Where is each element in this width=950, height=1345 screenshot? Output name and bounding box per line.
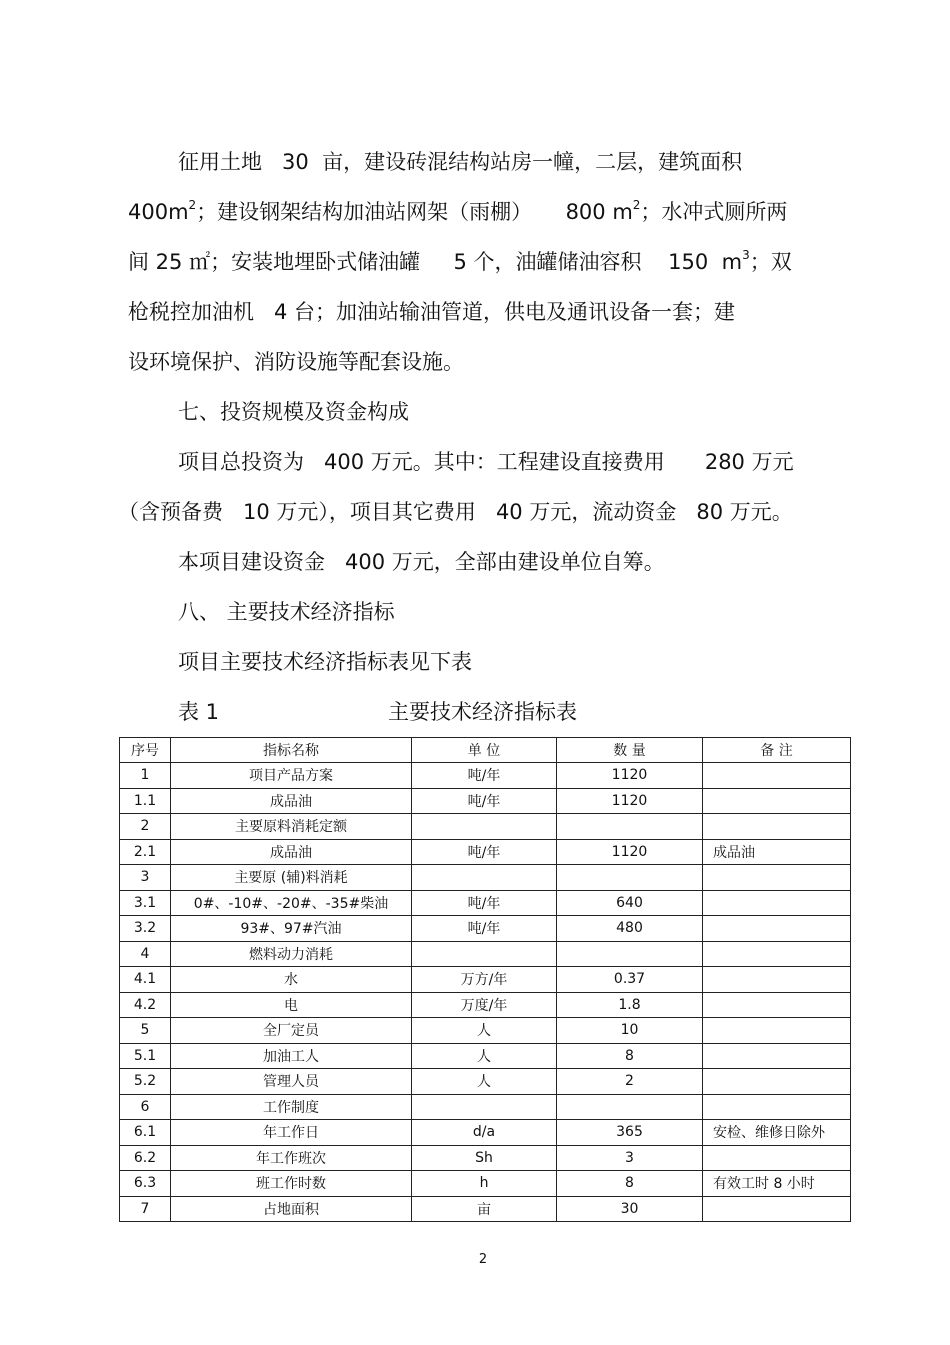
text-span: ；建设钢架结构加油站网架（雨棚） 800 m [196,200,633,224]
table-cell: 安检、维修日除外 [703,1120,851,1146]
header-cell: 备 注 [703,738,851,763]
table-cell: 3.1 [120,890,171,916]
header-cell: 指标名称 [171,738,412,763]
table-row [120,1043,851,1069]
table-cell: 1120 [557,839,703,865]
table-row [120,814,851,840]
paragraph-line [128,248,792,276]
text-span: ；水冲式厕所两 [640,200,788,224]
table-cell [703,941,851,967]
table-cell: 成品油 [171,788,412,814]
table-row [120,839,851,865]
paragraph-line: 项目总投资为 400 万元。其中：工程建设直接费用 280 万元 [178,450,794,474]
table-cell: 1.8 [557,992,703,1018]
table-row [120,1069,851,1095]
table-header-row [120,738,851,763]
paragraph-line: 征用土地 30 亩，建设砖混结构站房一幢，二层，建筑面积 [178,150,743,174]
table-cell: 吨/年 [412,839,557,865]
table-cell: 占地面积 [171,1196,412,1222]
table-row [120,1120,851,1146]
indicator-table [119,737,851,1222]
header-cell: 序号 [120,738,171,763]
table-cell: 6.3 [120,1171,171,1197]
table-cell: 2 [120,814,171,840]
table-cell: 10 [557,1018,703,1044]
header-cell: 单 位 [412,738,557,763]
table-cell [703,1069,851,1095]
table-cell: 93#、97#汽油 [171,916,412,942]
table-cell: 5.2 [120,1069,171,1095]
table-cell: Sh [412,1145,557,1171]
table-cell [703,967,851,993]
table-cell: 人 [412,1018,557,1044]
table-cell: 4 [120,941,171,967]
table-cell: 480 [557,916,703,942]
table-cell: 1120 [557,788,703,814]
table-cell [703,916,851,942]
table-cell: 万度/年 [412,992,557,1018]
table-cell: 电 [171,992,412,1018]
table-cell [703,890,851,916]
table-cell: 全厂定员 [171,1018,412,1044]
table-cell: 年工作班次 [171,1145,412,1171]
table-cell [703,1145,851,1171]
table-row [120,1171,851,1197]
table-cell [412,814,557,840]
table-cell [557,814,703,840]
table-title: 主要技术经济指标表 [388,700,577,724]
section-heading: 七、投资规模及资金构成 [178,400,409,424]
table-cell: 7 [120,1196,171,1222]
table-cell [412,941,557,967]
table-cell: 万方/年 [412,967,557,993]
table-cell: 吨/年 [412,890,557,916]
table-cell: 吨/年 [412,916,557,942]
table-row [120,890,851,916]
text-span: ；双 [749,250,792,274]
text-span: 间 25 ㎡；安装地埋卧式储油罐 5 个，油罐储油容积 150 m [128,250,743,274]
table-body [120,763,851,1222]
paragraph-line: 设环境保护、消防设施等配套设施。 [128,350,464,374]
table-cell: 2.1 [120,839,171,865]
table-cell: 管理人员 [171,1069,412,1095]
table-row [120,763,851,789]
table-cell: 水 [171,967,412,993]
table-cell: 6.2 [120,1145,171,1171]
table-cell: 8 [557,1043,703,1069]
table-cell: 人 [412,1043,557,1069]
table-cell: h [412,1171,557,1197]
table-row [120,788,851,814]
table-cell [412,1094,557,1120]
section-heading: 八、 主要技术经济指标 [178,600,395,624]
superscript: 3 [742,248,750,262]
table-row [120,941,851,967]
header-cell: 数 量 [557,738,703,763]
paragraph-line: 枪税控加油机 4 台；加油站输油管道，供电及通讯设备一套；建 [128,300,736,324]
table-cell: 工作制度 [171,1094,412,1120]
page-number: 2 [478,1252,488,1267]
table-cell: 1 [120,763,171,789]
table-cell: 吨/年 [412,788,557,814]
table-cell: 项目产品方案 [171,763,412,789]
table-row [120,1145,851,1171]
table-cell: 4.1 [120,967,171,993]
table-cell: 4.2 [120,992,171,1018]
table-cell: 0#、-10#、-20#、-35#柴油 [171,890,412,916]
table-cell [703,814,851,840]
table-cell: 0.37 [557,967,703,993]
table-cell [703,1196,851,1222]
table-cell [703,865,851,891]
table-cell [703,788,851,814]
table-row [120,992,851,1018]
table-cell: 365 [557,1120,703,1146]
table-cell: 30 [557,1196,703,1222]
table-row [120,916,851,942]
table-cell: 3 [557,1145,703,1171]
table-cell: 5 [120,1018,171,1044]
table-cell [703,1094,851,1120]
table-label: 表 1 [178,700,220,724]
table-cell: 成品油 [171,839,412,865]
table-cell: 人 [412,1069,557,1095]
table-cell: 3 [120,865,171,891]
superscript: 2 [188,198,197,212]
table-cell: 年工作日 [171,1120,412,1146]
table-cell [412,865,557,891]
table-cell: 2 [557,1069,703,1095]
table-cell: 有效工时 8 小时 [703,1171,851,1197]
table-cell: 3.2 [120,916,171,942]
paragraph-line [128,198,787,226]
table-cell [557,1094,703,1120]
table-row [120,1196,851,1222]
table-cell: 640 [557,890,703,916]
paragraph-line: 本项目建设资金 400 万元，全部由建设单位自筹。 [178,550,665,574]
table-cell: 主要原料消耗定额 [171,814,412,840]
table-cell: d/a [412,1120,557,1146]
superscript: 2 [632,198,641,212]
table-cell: 加油工人 [171,1043,412,1069]
table-cell: 燃料动力消耗 [171,941,412,967]
table-row [120,1018,851,1044]
table-cell: 成品油 [703,839,851,865]
paragraph-line: 项目主要技术经济指标表见下表 [178,650,472,674]
paragraph-line: （含预备费 10 万元），项目其它费用 40 万元，流动资金 80 万元。 [118,500,793,524]
table-cell: 6.1 [120,1120,171,1146]
table-cell: 吨/年 [412,763,557,789]
table-cell [703,1043,851,1069]
table-cell [703,992,851,1018]
table-cell [557,865,703,891]
table-cell: 班工作时数 [171,1171,412,1197]
table-cell [703,763,851,789]
table-cell: 主要原 (辅)料消耗 [171,865,412,891]
table-cell: 5.1 [120,1043,171,1069]
table-cell: 8 [557,1171,703,1197]
table-cell: 1.1 [120,788,171,814]
table-row [120,1094,851,1120]
table-row [120,865,851,891]
text-span: 400m [128,200,189,224]
table-cell [557,941,703,967]
table-cell: 1120 [557,763,703,789]
table-cell [703,1018,851,1044]
table-row [120,967,851,993]
table-cell: 6 [120,1094,171,1120]
table-cell: 亩 [412,1196,557,1222]
